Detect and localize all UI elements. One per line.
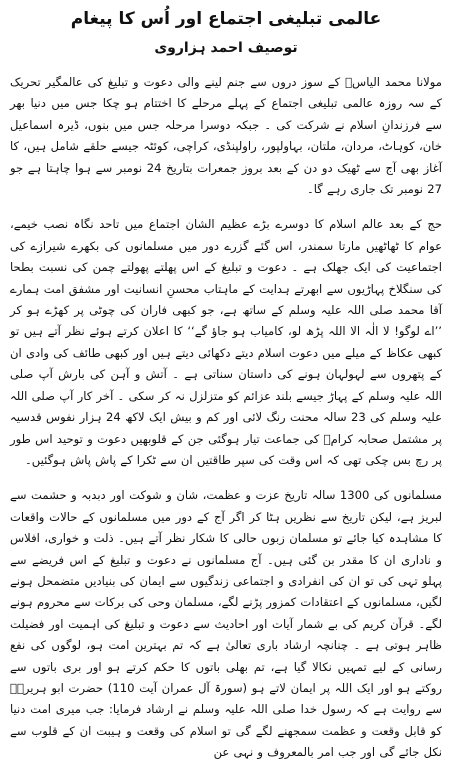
article-body xyxy=(10,72,442,764)
article-author: توصیف احمد ہزاروی xyxy=(154,40,298,56)
article-paragraph: حج کے بعد عالم اسلام کا دوسرے بڑے عظیم الشان اجتماع میں تاحد نگاہ نصب خیمے، عوام کا ٹھاٹھیں مارتا سمندر، اس گئے گزرے دور میں مسلمانوں کی بکھرے شیرازے کی اجتماعیت کی ایک جھلک ہے ۔ دعوت و تبلیغ کے اس پھلتے پھولتے چمن کی نسبت بطحا کی سنگلاخ پہاڑیوں سے ابھرتے ہدایت کے ماہتاب محسنِ انسانیت اور مشفق امت ہمارے آقا محمد صلی اللہ علیہ وسلم کے ساتھ ہے، جو کبھی فاران کی چوٹی پر کھڑے ہو کر ’’اے لوگو! لا الٰہ الا اللہ پڑھ لو، کامیاب ہو جاؤ گے‘‘ کا اعلان کرتے ہوئے نظر آتے ہیں تو کبھی عکاظ کے میلے میں دعوت اسلام دیتے دکھائی دیتے ہیں اور کبھی طائف کی وادی ان کے پتھروں سے لہولہان ہونے کی داستان سناتی ہے ۔ آتش و آہن کی بارش آپ صلی اللہ علیہ وسلم کے پہاڑ جیسے بلند عزائم کو متزلزل نہ کر سکی ۔ آخر کار آپ صلی اللہ علیہ وسلم کی 23 سالہ محنت رنگ لائی اور کم و بیش ایک لاکھ 24 ہزار نفوس قدسیہ پر مشتمل صحابہ کرامؓ کی جماعت تیار ہوگئی جن کے قلوبھیں دعوت و توحید اس طور پر رچ بس چکی تھی کہ اس وقت کی سپر طاقتیں ان سے ٹکرا کے پاش پاش ہوگئیں۔ xyxy=(10,217,443,467)
article-paragraph: مسلمانوں کی 1300 سالہ تاریخ عزت و عظمت، شان و شوکت اور دبدبہ و حشمت سے لبریز ہے، لیکن تاریخ سے نظریں ہٹا کر اگر آج کے دور میں مسلمانوں کے حالات واقعات کا مشاہدہ کیا جائے تو مسلمان زبوں حالی کا شکار نظر آتے ہیں۔ ذلت و خواری، افلاس و ناداری ان کا مقدر بن گئی ہیں۔ آج مسلمانوں نے دعوت و تبلیغ کے اس فریضے سے پہلو تہی کی تو ان کی انفرادی و اجتماعی زندگیوں سے ایمان کی بنیادیں متضمحل ہونے لگیں، مسلمانوں کے اعتقادات کمزور پڑنے لگے، مسلمان وحی کی برکات سے محروم ہونے لگے۔ قرآن کریم کی بے شمار آیات اور احادیث سے دعوت و تبلیغ کی اہمیت اور فضیلت ظاہر ہوتی ہے ۔ چنانچہ ارشاد باری تعالیٰ ہے کہ تم بہترین امت ہو، لوگوں کی نفع رسانی کے لیے تمہیں نکالا گیا ہے، تم بھلی باتوں کا حکم کرتے ہو اور بری باتوں سے روکتے ہو اور ایک اللہ پر ایمان لاتے ہو (سورۃ آل عمران آیت 110) حضرت ابو ہریرہؓ سے روایت ہے کہ رسول خدا صلی اللہ علیہ وسلم نے ارشاد فرمایا: جب میری امت دنیا کو قابل وقعت و عظمت سمجھنے لگے گی تو اسلام کی وقعت و ہیبت ان کے قلوب سے نکل جائے گی اور جب امر بالمعروف و نہی عن xyxy=(10,488,442,760)
article-paragraph: مولانا محمد الیاسؒ کے سوز دروں سے جنم لینے والی دعوت و تبلیغ کی عالمگیر تحریک کے سہ روزہ عالمی تبلیغی اجتماع کے پہلے مرحلے کا اختتام ہو چکا جس میں دنیا بھر سے فرزندانِ اسلام نے شرکت کی ۔ جبکہ دوسرا مرحلہ جس میں بنوں، ڈیرہ اسماعیل خان، کوہاٹ، مردان، ملتان، بہاولپور، راولپنڈی، کراچی، کوئٹہ جیسے حلقے شامل ہیں، کا آغاز بھی آج سے ٹھیک دو دن کے بعد بروز جمعرات بتاریخ 24 نومبر سے ہوا چاہتا ہے جو 27 نومبر تک جاری رہے گا۔ xyxy=(10,75,442,197)
article-title: عالمی تبلیغی اجتماع اور اُس کا پیغام xyxy=(70,9,382,29)
